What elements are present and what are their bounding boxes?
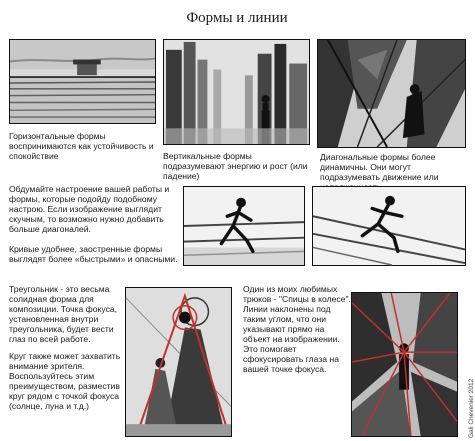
- caption-mood: Обдумайте настроение вашей работы и формы, которые подойду подобному настрою. Если изображение выглядит скучным, то возможно нужно добавить больше диагоналей.: [9, 184, 170, 234]
- runner-dynamic-illustration: [313, 187, 465, 265]
- diagonal-scene-illustration: [318, 40, 465, 147]
- vertical-towers-illustration: [164, 40, 309, 144]
- panel-triangle: [125, 287, 232, 437]
- runner-illustration: [184, 187, 304, 265]
- caption-diagonal: Диагональные формы более динамичны. Они могут подразумевать движение или: [320, 152, 439, 182]
- caption-circle: Круг также может захватить внимание зрителя. Воспользуйтесь этим преимуществом, разместив круг рядом с точкой фокуса (солнце, луна и т.д.): [9, 351, 121, 411]
- caption-spokes: Один из моих любимых трюков - "Спицы в колесе". Линии наклонены под таким углом, что они указывают прямо на объект на изображении. Это помогает сфокусировать глаза на вашей точке фокуса.: [243, 284, 351, 374]
- panel-runner-calm: [183, 186, 305, 266]
- panel-runner-dynamic: [312, 186, 466, 266]
- horizontal-landscape-illustration: [10, 40, 155, 123]
- caption-vertical: Вертикальные формы подразумевают энергию и рост (или падение): [163, 151, 308, 181]
- panel-diagonal: [317, 39, 466, 148]
- caption-curves: Кривые удобнее, заостренные формы выглядят более «быстрыми» и опасными.: [9, 244, 178, 264]
- panel-vertical: [163, 39, 310, 145]
- caption-horizontal: Горизонтальные формы воспринимаются как устойчивость и спокойствие: [9, 131, 154, 161]
- page-title: Формы и линии: [186, 10, 288, 26]
- caption-triangle: Треугольник - это весьма солидная форма для композиции. Точка фокуса, установленная внутри треугольника, будет вести глаз по всей работе.: [9, 284, 118, 344]
- panel-horizontal: [9, 39, 156, 124]
- artist-signature: [458, 330, 475, 438]
- triangle-composition-illustration: [126, 288, 231, 436]
- panel-spokes: [351, 292, 458, 437]
- spokes-wheel-illustration: [352, 293, 457, 436]
- signature-text: Gali Chevenier 2012: [468, 378, 475, 438]
